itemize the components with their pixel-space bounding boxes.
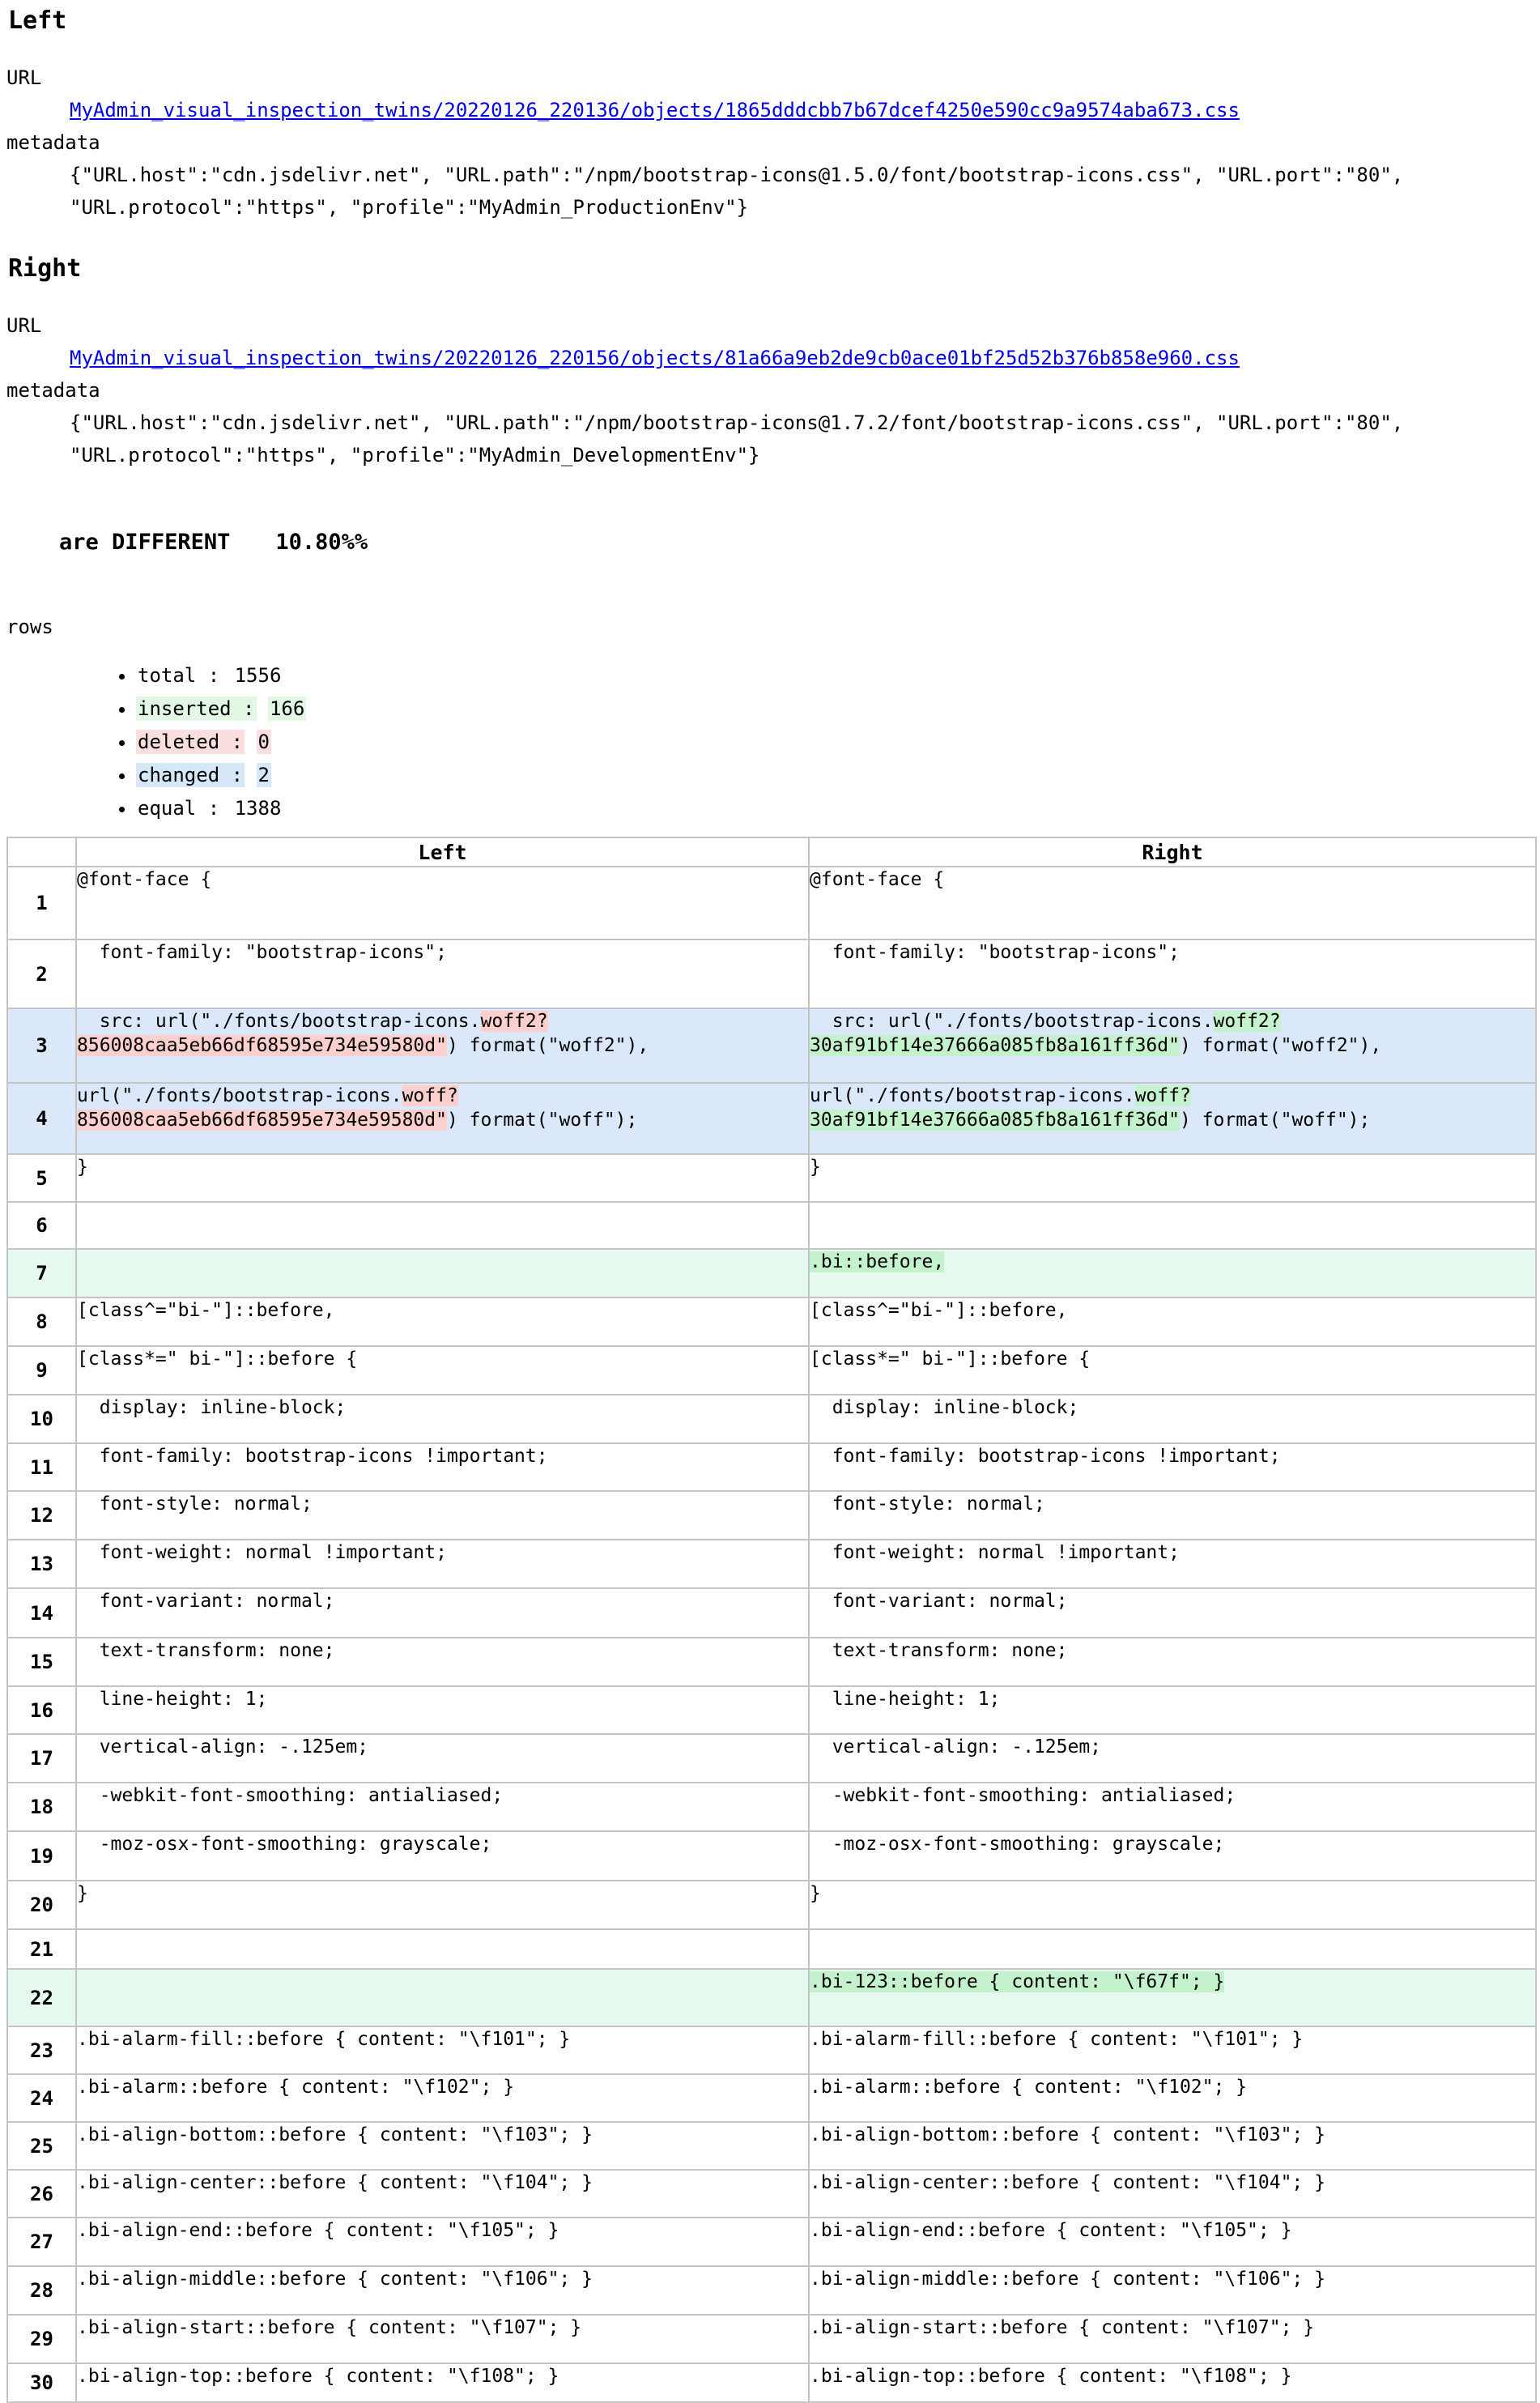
right-code-cell: .bi-align-start::before { content: "\f107"; } xyxy=(809,2315,1536,2363)
right-code-cell: @font-face { xyxy=(809,867,1536,939)
right-code-cell xyxy=(809,1929,1536,1969)
diff-row xyxy=(7,1588,1536,1638)
diff-row xyxy=(7,1831,1536,1881)
line-number-cell: 18 xyxy=(7,1783,76,1831)
diff-row xyxy=(7,2122,1536,2170)
line-number-cell: 8 xyxy=(7,1297,76,1346)
diff-row xyxy=(7,1202,1536,1249)
right-code-cell: url("./fonts/bootstrap-icons.woff? 30af91bf14e37666a085fb8a161ff36d") format("woff"); xyxy=(809,1083,1536,1154)
left-code-cell: .bi-align-top::before { content: "\f108"; } xyxy=(76,2363,809,2402)
line-number-cell: 12 xyxy=(7,1491,76,1540)
row-stats-list xyxy=(6,659,1535,825)
diff-row xyxy=(7,939,1536,1008)
diff-row xyxy=(7,1008,1536,1083)
right-code-cell: .bi-align-middle::before { content: "\f106"; } xyxy=(809,2266,1536,2315)
metadata-line: "URL.protocol":"https", "profile":"MyAdmin_ProductionEnv"} xyxy=(70,196,749,219)
left-code-cell: font-family: bootstrap-icons !important; xyxy=(76,1443,809,1491)
stat-label: equal : xyxy=(138,797,220,820)
line-number-cell: 24 xyxy=(7,2074,76,2122)
right-code-cell: font-style: normal; xyxy=(809,1491,1536,1540)
right-code-cell xyxy=(809,1249,1536,1297)
right-code-cell: src: url("./fonts/bootstrap-icons.woff2? 30af91bf14e37666a085fb8a161ff36d") format("woff2"), xyxy=(809,1008,1536,1083)
right-code-cell: font-variant: normal; xyxy=(809,1588,1536,1638)
stat-label: changed : xyxy=(138,764,244,786)
left-url-label: URL xyxy=(6,66,42,89)
line-number-cell: 29 xyxy=(7,2315,76,2363)
left-code-cell xyxy=(76,1969,809,2026)
deleted-text: 856008caa5eb66df68595e734e59580d" xyxy=(77,1035,447,1056)
stat-item xyxy=(136,792,1535,825)
line-number-cell: 20 xyxy=(7,1881,76,1929)
metadata-line: {"URL.host":"cdn.jsdelivr.net", "URL.path":"/npm/bootstrap-icons@1.7.2/font/bootstrap-icons.css", "URL.port":"80", xyxy=(70,411,1404,434)
stat-item xyxy=(136,659,1535,692)
right-code-cell: font-weight: normal !important; xyxy=(809,1540,1536,1588)
diff-row xyxy=(7,1969,1536,2026)
diff-row xyxy=(7,867,1536,939)
line-number-cell: 30 xyxy=(7,2363,76,2402)
right-column-header: Right xyxy=(809,837,1536,867)
diff-row xyxy=(7,1929,1536,1969)
diff-row xyxy=(7,1491,1536,1540)
stat-label: deleted : xyxy=(138,731,244,753)
left-code-cell: text-transform: none; xyxy=(76,1638,809,1686)
metadata-line: "URL.protocol":"https", "profile":"MyAdmin_DevelopmentEnv"} xyxy=(70,444,760,467)
line-number-cell: 2 xyxy=(7,939,76,1008)
right-metadata-value xyxy=(70,407,1535,471)
right-file-link[interactable]: MyAdmin_visual_inspection_twins/20220126_220156/objects/81a66a9eb2de9cb0ace01bf25d52b376b858e960.css xyxy=(70,347,1240,369)
left-code-cell: -moz-osx-font-smoothing: grayscale; xyxy=(76,1831,809,1881)
left-code-cell xyxy=(76,1929,809,1969)
line-number-cell: 1 xyxy=(7,867,76,939)
left-code-cell: } xyxy=(76,1154,809,1202)
left-code-cell: [class^="bi-"]::before, xyxy=(76,1297,809,1346)
diff-row xyxy=(7,1638,1536,1686)
inserted-text: 30af91bf14e37666a085fb8a161ff36d" xyxy=(810,1110,1180,1131)
diff-row xyxy=(7,1154,1536,1202)
deleted-text: 856008caa5eb66df68595e734e59580d" xyxy=(77,1110,447,1131)
diff-row xyxy=(7,1083,1536,1154)
diff-row xyxy=(7,2363,1536,2402)
diff-row xyxy=(7,1395,1536,1443)
inserted-text: .bi-123::before { content: "\f67f"; } xyxy=(810,1971,1225,1992)
diff-row xyxy=(7,1881,1536,1929)
right-code-cell: text-transform: none; xyxy=(809,1638,1536,1686)
left-code-cell: vertical-align: -.125em; xyxy=(76,1734,809,1783)
left-code-cell: font-style: normal; xyxy=(76,1491,809,1540)
diff-row xyxy=(7,2218,1536,2266)
diff-row xyxy=(7,1783,1536,1831)
diff-row xyxy=(7,2026,1536,2074)
metadata-line: {"URL.host":"cdn.jsdelivr.net", "URL.path":"/npm/bootstrap-icons@1.5.0/font/bootstrap-icons.css", "URL.port":"80", xyxy=(70,164,1404,186)
stat-value: 2 xyxy=(257,764,270,786)
line-number-cell: 13 xyxy=(7,1540,76,1588)
line-number-cell: 4 xyxy=(7,1083,76,1154)
diff-row xyxy=(7,1443,1536,1491)
stat-value: 166 xyxy=(269,697,305,720)
right-code-cell: line-height: 1; xyxy=(809,1686,1536,1734)
deleted-text: woff? xyxy=(402,1085,458,1106)
line-number-cell: 7 xyxy=(7,1249,76,1297)
left-code-cell: @font-face { xyxy=(76,867,809,939)
diff-verdict-text: are DIFFERENT xyxy=(59,530,231,555)
rows-label: rows xyxy=(6,616,53,638)
left-code-cell: .bi-alarm-fill::before { content: "\f101"; } xyxy=(76,2026,809,2074)
inserted-text: 30af91bf14e37666a085fb8a161ff36d" xyxy=(810,1035,1180,1056)
left-code-cell: .bi-align-start::before { content: "\f107"; } xyxy=(76,2315,809,2363)
line-number-cell: 9 xyxy=(7,1346,76,1395)
right-code-cell: .bi-align-top::before { content: "\f108"; } xyxy=(809,2363,1536,2402)
right-url-value xyxy=(70,342,1535,374)
line-number-cell: 26 xyxy=(7,2170,76,2218)
left-code-cell: font-variant: normal; xyxy=(76,1588,809,1638)
right-code-cell: .bi-align-bottom::before { content: "\f103"; } xyxy=(809,2122,1536,2170)
line-number-cell: 28 xyxy=(7,2266,76,2315)
right-code-cell: .bi-align-center::before { content: "\f104"; } xyxy=(809,2170,1536,2218)
right-code-cell: font-family: bootstrap-icons !important; xyxy=(809,1443,1536,1491)
line-number-cell: 21 xyxy=(7,1929,76,1969)
right-code-cell: -moz-osx-font-smoothing: grayscale; xyxy=(809,1831,1536,1881)
diff-report xyxy=(6,5,1535,2403)
right-metadata-label: metadata xyxy=(6,379,100,402)
diff-verdict xyxy=(6,499,1535,586)
stat-label: total : xyxy=(138,664,220,687)
line-number-cell: 14 xyxy=(7,1588,76,1638)
line-number-cell: 23 xyxy=(7,2026,76,2074)
left-code-cell: src: url("./fonts/bootstrap-icons.woff2? 856008caa5eb66df68595e734e59580d") format("woff2"), xyxy=(76,1008,809,1083)
left-code-cell: font-family: "bootstrap-icons"; xyxy=(76,939,809,1008)
inserted-text: .bi::before, xyxy=(810,1251,945,1272)
line-number-cell: 10 xyxy=(7,1395,76,1443)
line-number-cell: 16 xyxy=(7,1686,76,1734)
diff-row xyxy=(7,2170,1536,2218)
right-code-cell: vertical-align: -.125em; xyxy=(809,1734,1536,1783)
right-file-section xyxy=(6,253,1535,471)
line-number-cell: 17 xyxy=(7,1734,76,1783)
diff-row xyxy=(7,2266,1536,2315)
left-file-section xyxy=(6,5,1535,224)
right-code-cell: .bi-alarm::before { content: "\f102"; } xyxy=(809,2074,1536,2122)
stat-value: 0 xyxy=(257,731,270,753)
right-code-cell: [class^="bi-"]::before, xyxy=(809,1297,1536,1346)
line-number-cell: 27 xyxy=(7,2218,76,2266)
diff-row xyxy=(7,1249,1536,1297)
diff-row xyxy=(7,2074,1536,2122)
diff-row xyxy=(7,1734,1536,1783)
left-code-cell: url("./fonts/bootstrap-icons.woff? 856008caa5eb66df68595e734e59580d") format("woff"); xyxy=(76,1083,809,1154)
left-code-cell xyxy=(76,1202,809,1249)
left-code-cell: .bi-align-end::before { content: "\f105"; } xyxy=(76,2218,809,2266)
left-section-heading: Left xyxy=(8,6,67,35)
right-code-cell xyxy=(809,1969,1536,2026)
right-code-cell: } xyxy=(809,1881,1536,1929)
diff-percent: 10.80%% xyxy=(275,530,368,555)
line-number-cell: 11 xyxy=(7,1443,76,1491)
inserted-text: woff? xyxy=(1134,1085,1191,1106)
line-number-cell: 6 xyxy=(7,1202,76,1249)
left-code-cell: .bi-align-middle::before { content: "\f106"; } xyxy=(76,2266,809,2315)
right-code-cell: .bi-align-end::before { content: "\f105"; } xyxy=(809,2218,1536,2266)
right-code-cell: display: inline-block; xyxy=(809,1395,1536,1443)
line-number-cell: 5 xyxy=(7,1154,76,1202)
line-number-cell: 3 xyxy=(7,1008,76,1083)
left-metadata-label: metadata xyxy=(6,131,100,154)
right-code-cell: -webkit-font-smoothing: antialiased; xyxy=(809,1783,1536,1831)
right-code-cell xyxy=(809,1202,1536,1249)
diff-table-header-row xyxy=(7,837,1536,867)
diff-table xyxy=(6,837,1537,2403)
line-number-cell: 15 xyxy=(7,1638,76,1686)
left-code-cell: font-weight: normal !important; xyxy=(76,1540,809,1588)
left-column-header: Left xyxy=(76,837,809,867)
right-code-cell: font-family: "bootstrap-icons"; xyxy=(809,939,1536,1008)
left-code-cell: -webkit-font-smoothing: antialiased; xyxy=(76,1783,809,1831)
right-url-label: URL xyxy=(6,314,42,337)
stat-item xyxy=(136,726,1535,759)
line-number-cell: 22 xyxy=(7,1969,76,2026)
diff-row xyxy=(7,1346,1536,1395)
diff-row xyxy=(7,1297,1536,1346)
stat-value: 1388 xyxy=(234,797,282,820)
right-code-cell: } xyxy=(809,1154,1536,1202)
left-code-cell: display: inline-block; xyxy=(76,1395,809,1443)
left-code-cell: line-height: 1; xyxy=(76,1686,809,1734)
diff-row xyxy=(7,2315,1536,2363)
left-file-link[interactable]: MyAdmin_visual_inspection_twins/20220126_220136/objects/1865dddcbb7b67dcef4250e590cc9a9574aba673.css xyxy=(70,99,1240,121)
line-number-cell: 25 xyxy=(7,2122,76,2170)
line-number-header xyxy=(7,837,76,867)
stat-label: inserted : xyxy=(138,697,255,720)
line-number-cell: 19 xyxy=(7,1831,76,1881)
left-metadata-value xyxy=(70,159,1535,224)
right-code-cell: [class*=" bi-"]::before { xyxy=(809,1346,1536,1395)
left-code-cell: } xyxy=(76,1881,809,1929)
diff-row xyxy=(7,1686,1536,1734)
left-code-cell xyxy=(76,1249,809,1297)
diff-row xyxy=(7,1540,1536,1588)
right-section-heading: Right xyxy=(8,254,82,283)
inserted-text: woff2? xyxy=(1213,1011,1281,1032)
left-code-cell: .bi-align-bottom::before { content: "\f103"; } xyxy=(76,2122,809,2170)
left-code-cell: .bi-align-center::before { content: "\f104"; } xyxy=(76,2170,809,2218)
stat-item xyxy=(136,692,1535,726)
stat-item xyxy=(136,759,1535,792)
left-code-cell: .bi-alarm::before { content: "\f102"; } xyxy=(76,2074,809,2122)
left-url-value xyxy=(70,94,1535,126)
left-code-cell: [class*=" bi-"]::before { xyxy=(76,1346,809,1395)
right-code-cell: .bi-alarm-fill::before { content: "\f101"; } xyxy=(809,2026,1536,2074)
deleted-text: woff2? xyxy=(480,1011,548,1032)
stat-value: 1556 xyxy=(234,664,282,687)
